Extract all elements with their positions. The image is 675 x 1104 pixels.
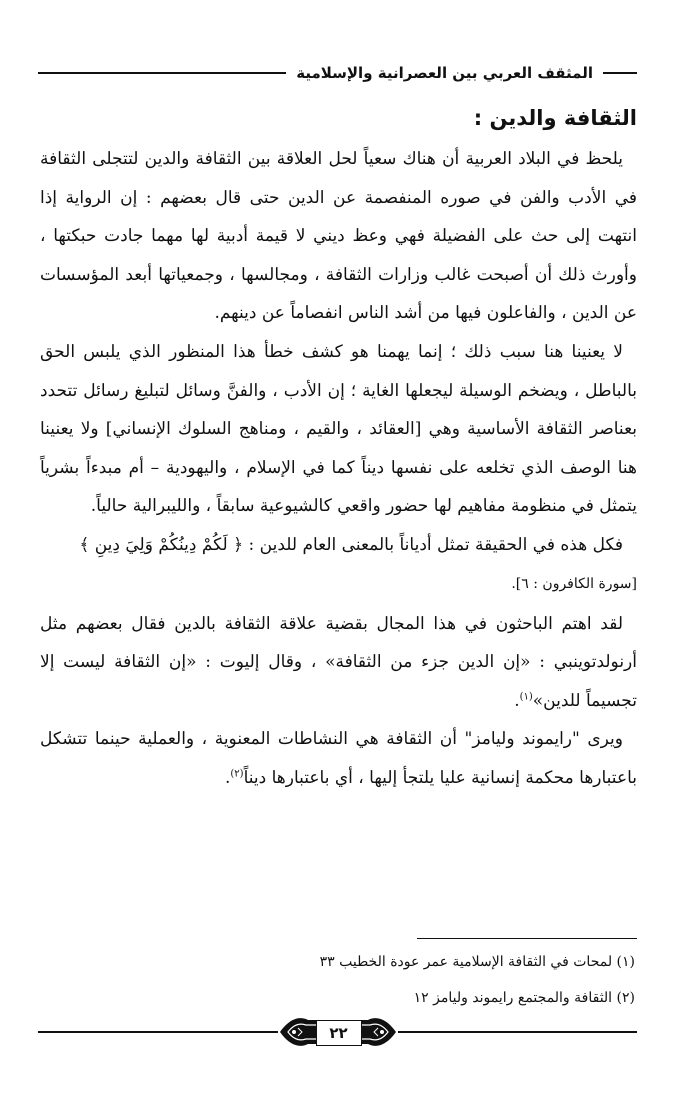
footnote-mark-1: (١)	[519, 691, 533, 703]
footnote-mark-2: (٢)	[230, 768, 244, 780]
running-title: المثقف العربي بين العصرانية والإسلامية	[296, 64, 593, 82]
page-footer	[38, 1012, 637, 1052]
paragraph-5	[40, 720, 637, 797]
footnote-rule	[417, 938, 637, 939]
paragraph-4-text: لقد اهتم الباحثون في هذا المجال بقضية علاقة الثقافة بالدين فقال بعضهم مثل أرنولدتوينبي : «إن الدين جزء من الثقافة» ، وقال إليوت : «إن الثقافة ليست إلا تجسيماً للدين»	[40, 613, 637, 711]
quran-verse: ﴿ لَكُمْ دِينُكُمْ وَلِيَ دِينِ ﴾	[79, 534, 244, 555]
paragraph-4	[40, 605, 637, 721]
paragraph-2: لا يعنينا هنا سبب ذلك ؛ إنما يهمنا هو كشف خطأ هذا المنظور الذي يلبس الحق بالباطل ، ويضخم الوسيلة ليجعلها الغاية ؛ إن الأدب ، والفنَّ وسائل لتبليغ رسائل تتحدد بعناصر الثقافة الأساسية وهي [العقائد ، والقيم ، ومناهج السلوك الإنساني] ولا يعنينا هنا الوصف الذي تخلعه على نفسها ديناً كما في الإسلام ، واليهودية – أم مبدءاً بشرياً يتمثل في منظومة مفاهيم لها حضور واقعي كالشيوعية سابقاً ، والليبرالية حالياً.	[40, 341, 637, 517]
page-number: ٢٢	[316, 1020, 362, 1046]
footer-rule-right	[398, 1031, 638, 1033]
paragraph-3-text: فكل هذه في الحقيقة تمثل أدياناً بالمعنى العام للدين :	[248, 534, 623, 555]
paragraph-4-end: .	[514, 690, 520, 711]
section-heading: الثقافة والدين :	[473, 106, 637, 130]
footnotes	[40, 944, 635, 1016]
paragraph-5-text: ويرى "رايموند وليامز" أن الثقافة هي النشاطات المعنوية ، والعملية حينما تتشكل باعتبارها محكمة إنسانية عليا يلتجأ إليها ، أي باعتبارها ديناً	[40, 729, 637, 788]
paragraph-5-end: .	[224, 767, 231, 788]
footnote-1: (١) لمحات في الثقافة الإسلامية عمر عودة الخطيب ٣٣	[319, 954, 635, 970]
footnote-2: (٢) الثقافة والمجتمع رايموند وليامز ١٢	[413, 990, 635, 1006]
header-rule-long	[38, 72, 286, 74]
main-text	[40, 98, 637, 798]
surah-reference: [سورة الكافرون : ٦].	[511, 575, 637, 592]
footer-rule-left	[38, 1031, 278, 1033]
header-rule-short	[603, 72, 637, 74]
paragraph-3	[40, 526, 637, 565]
paragraph-1: يلحظ في البلاد العربية أن هناك سعياً لحل العلاقة بين الثقافة والدين لتتجلى الثقافة في الأدب والفن في صوره المنفصمة عن الدين حتى قال بعضهم : إن الرواية إذا انتهت إلى حث على الفضيلة فهي وعظ ديني لا قيمة أدبية لها مهما جادت حبكتها ، وأورث ذلك أن أصبحت غالب وزارات الثقافة ، ومجالسها ، وجمعياتها أبعد المؤسسات عن الدين ، والفاعلون فيها من أشد الناس انفصاماً عن دينهم.	[40, 149, 637, 324]
running-header	[38, 58, 637, 88]
page-number-ornament	[278, 1012, 398, 1052]
